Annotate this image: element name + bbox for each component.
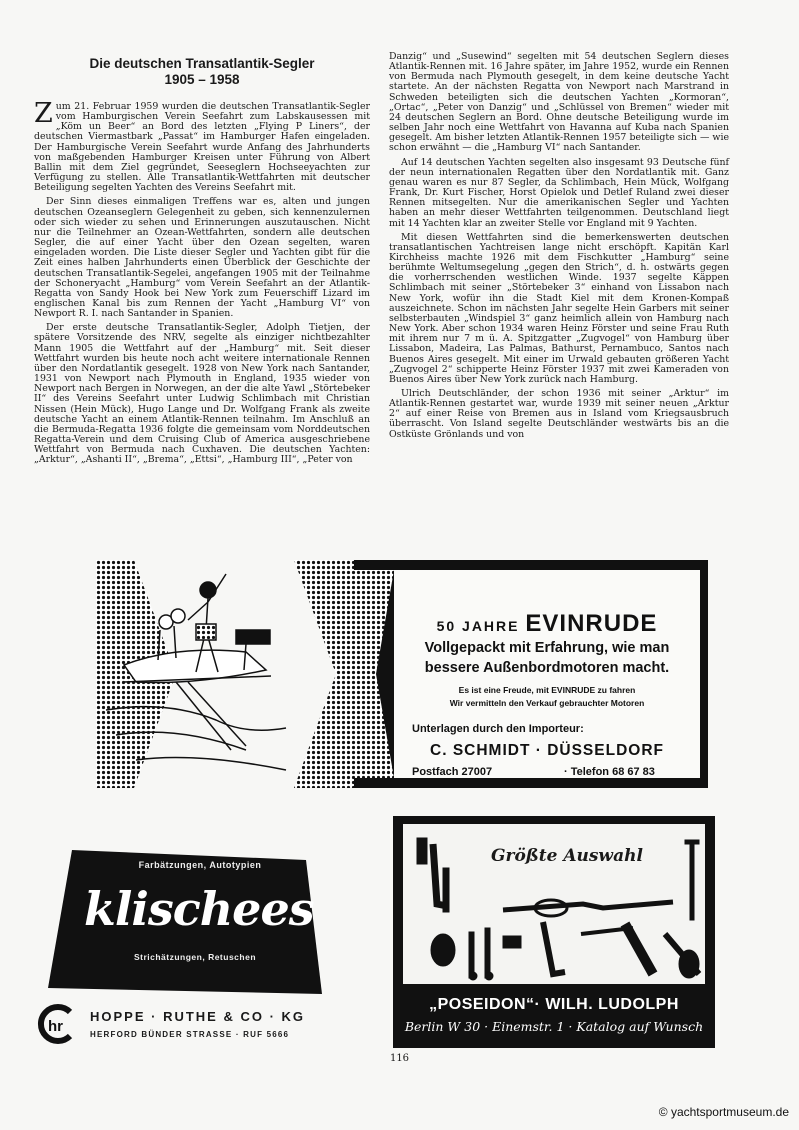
title-line-2: 1905 – 1958 <box>164 72 240 87</box>
poseidon-address: Berlin W 30 · Einemstr. 1 · Katalog auf Wunsch <box>404 1019 704 1034</box>
small-text-2: Wir vermitteln den Verkauf gebrauchter Motoren <box>449 698 645 708</box>
paragraph-3: Der erste deutsche Transatlantik-Segler, Adolph Tietjen, der spätere Vorsitzende des NRV, segelte als einziger nichtbezahlter Mann 1905 die Wettfahrt auf der „Hamburg“ mit. Seit dieser Wettfahrt wurden bis heute noch acht weitere internationale Rennen über den Nordatlantik gesegelt. 1928 von New York nach Santander, 1931 von Newport nach Plymouth in England, 1935 wieder von Newport nach Bergen in Norwegen, an der die alte Yawl „Störtebeker II“ des Vereins Seefahrt unter Ludwig Schlimbach mit Christian Nissen (Hein Mück), Hugo Lange und Dr. Wolfgang Frank als zweite deutsche Yacht an einem Atlantik-Rennen teilnahm. Im Anschluß an die Bermuda-Regatta 1936 folgte die gemeinsam vom Norddeutschen Regatta-Verein und dem Cruising Club of America ausgeschriebene Wettfahrt von Bermuda nach Cuxhaven. Die deutschen Yachten: „Arktur“, „Ashanti II“, „Brema“, „Ettsi“, „Hamburg III“, „Peter von <box>34 322 370 466</box>
paragraph-2: Der Sinn dieses einmaligen Treffens war es, alten und jungen deutschen Ozeanseglern Gelegenheit zu geben, sich kennenzulernen oder sich wieder zu sehen und Erinnerungen auszutauschen. Nicht nur die Teilnehmer an Ozean-Wettfahrten, sondern alle deutschen Segler, die auf einer Yacht über den Ozean segelten, waren eingeladen worden. Die Liste dieser Segler und Yachten gibt für die Zeit eines halben Jahrhunderts einen Überblick der Geschichte der deutschen Transatlantik-Segelei, angefangen 1905 mit der Teilnahme der Schoneryacht „Hamburg“ vom Verein Seefahrt an der Atlantik-Regatta von Sandy Hook bei New York zum Feuerschiff Lizard im englischen Kanal bis zum Rennen der Yacht „Hamburg VI“ von Newport R. I. nach Santander in Spanien. <box>34 196 370 320</box>
hoppe-ruthe-logo-icon <box>36 1004 76 1044</box>
poseidon-product-panel <box>403 824 705 984</box>
poseidon-company: „POSEIDON“· WILH. LUDOLPH <box>429 996 679 1013</box>
telefon: · Telefon 68 67 83 <box>564 766 655 778</box>
evinrude-text-box <box>394 570 700 778</box>
paragraph-4: Auf 14 deutschen Yachten segelten also insgesamt 93 Deutsche fünf der neun internationalen Regatten über den Nordatlantik mit. Ganz genau waren es nur 87 Segler, da Schlimbach, Hein Mück, Wolfgang Frank, Dr. Kurt Fischer, Horst Opielok und Detlef Ruland zwei dieser Rennen mitsegelten. Nur die amerikanischen Segler und Yachten haben an mehr dieser Wettfahrten teilgenommen. Deutschland liegt mit 14 Yachten klar an zweiter Stelle vor England mit 9 Yachten. <box>389 156 729 229</box>
paragraph-1 <box>34 98 370 194</box>
slogan-line-1: Vollgepackt mit Erfahrung, wie man <box>424 640 670 656</box>
watermark: © yachtsportmuseum.de <box>658 1105 789 1119</box>
small-text-1: Es ist eine Freude, mit EVINRUDE zu fahren <box>458 685 636 695</box>
evinrude-advertisement <box>96 560 708 788</box>
brand-name: EVINRUDE <box>525 610 658 637</box>
title-line-1: Die deutschen Transatlantik-Segler <box>89 56 315 71</box>
klischees-top-text: Farbätzungen, Autotypien <box>138 860 262 870</box>
klischees-company: HOPPE · RUTHE & CO · KG <box>90 1009 306 1024</box>
paragraph-3-continued: Danzig“ und „Susewind“ segelten mit 54 deutschen Seglern dieses Atlantik-Rennen mit. 16 Jahre später, im Jahre 1952, wurde ein Rennen von Bermuda nach Plymouth gesegelt, in dem keine deutsche Yacht startete. An der nächsten Regatta von Newport nach Marstrand in Schweden beteiligten sich die deutschen Yachten „Kormoran“, „Ortac“, „Peter von Danzig“ und „Schlüssel von Bremen“ wieder mit 24 deutschen Seglern an Bord. Ohne deutsche Beteiligung wurde im selben Jahr noch eine Wettfahrt von Havanna auf Kuba nach Spanien gesegelt. Am bisher letzten Atlantik-Rennen 1957 beteiligte sich — wie schon erwähnt — die „Hamburg VI“ nach Santander. <box>389 51 729 154</box>
poseidon-advertisement <box>393 816 715 1048</box>
klischees-wordmark: klischees <box>84 882 314 936</box>
poseidon-headline: Größte Auswahl <box>491 846 643 866</box>
article-title <box>34 56 370 88</box>
headline-prefix: 50 JAHRE <box>436 618 520 634</box>
klischees-bottom-text: Strichätzungen, Retuschen <box>133 952 257 962</box>
postfach: Postfach 27007 <box>412 766 493 778</box>
page-number: 116 <box>389 1053 410 1064</box>
evinrude-headline <box>394 610 700 638</box>
klischees-advertisement <box>36 818 336 1050</box>
paragraph-6: Ulrich Deutschländer, der schon 1936 mit seiner „Arktur“ im Atlantik-Rennen gestartet war, wurde 1939 mit seiner neuen „Arktur 2“ auf einer Reise von Bremen aus in Island vom Kriegsausbruch überrascht. Von Island segelte Deutschländer westwärts bis an die Ostküste Grönlands und von <box>389 388 729 440</box>
svg-text:hr: hr <box>48 1018 63 1035</box>
paragraph-1-text: um 21. Februar 1959 wurden die deutschen Transatlantik-Segler vom Hamburgischen Verein Seefahrt zum Labskausessen mit „Köm un Beer“ an Bord des letzten „Flying P Liners“, der deutschen Viermastbark „Passat“ im Hamburger Hafen eingeladen. Der Hamburgische Verein Seefahrt wurde Anfang des Jahrhunderts von maßgebenden Hamburger Kreisen unter Führung von Albert Ballin mit dem Ziel gegründet, Seeseglern Hochseeyachten zur Verfügung zu stellen. Alle Transatlantik-Wettfahrten mit deutscher Beteiligung segelten Yachten des Vereins Seefahrt mit. <box>34 101 370 194</box>
paragraph-5: Mit diesen Wettfahrten sind die bemerkenswerten deutschen transatlantischen Yachtreisen lange nicht erschöpft. Kapitän Karl Kirchheiss machte 1926 mit dem Fischkutter „Hamburg“ seine berühmte Weltumsegelung „gegen den Strich“, d. h. ostwärts gegen die vorherrschenden westlichen Winde. 1937 segelte Käppen Schlimbach mit seiner „Störtebeker 3“ einhand von Lissabon nach New York, wofür ihn die Stadt Kiel mit dem Kronen-Kompaß auszeichnete. Schon im nächsten Jahr segelte Hein Garbers mit seiner selbsterbauten „Windspiel 3“ ganz heimlich allein von Hamburg nach New York. Aber schon 1934 waren Heinz Förster und seine Frau Ruth mit ihrem nur 7 m ü. A. Spitzgatter „Zugvogel“ von Hamburg über Lissabon, Madeira, Las Palmas, Bathurst, Pernambuco, Santos nach Buenos Aires gesegelt. Mit einer im Urwald gebauten größeren Yacht „Zugvogel 2“ schipperte Heinz Förster 1937 mit zwei Kameraden von Buenos Aires über New York zurück nach Hamburg. <box>389 231 729 385</box>
klischees-address: HERFORD BÜNDER STRASSE · RUF 5666 <box>90 1030 290 1039</box>
importer-company: C. SCHMIDT · DÜSSELDORF <box>430 742 664 759</box>
slogan-line-2: bessere Außenbordmotoren macht. <box>424 660 670 676</box>
importer-label: Unterlagen durch den Importeur: <box>412 723 584 735</box>
drop-cap: Z <box>34 98 53 129</box>
article-left-column <box>34 52 370 469</box>
article-right-column <box>389 52 729 444</box>
